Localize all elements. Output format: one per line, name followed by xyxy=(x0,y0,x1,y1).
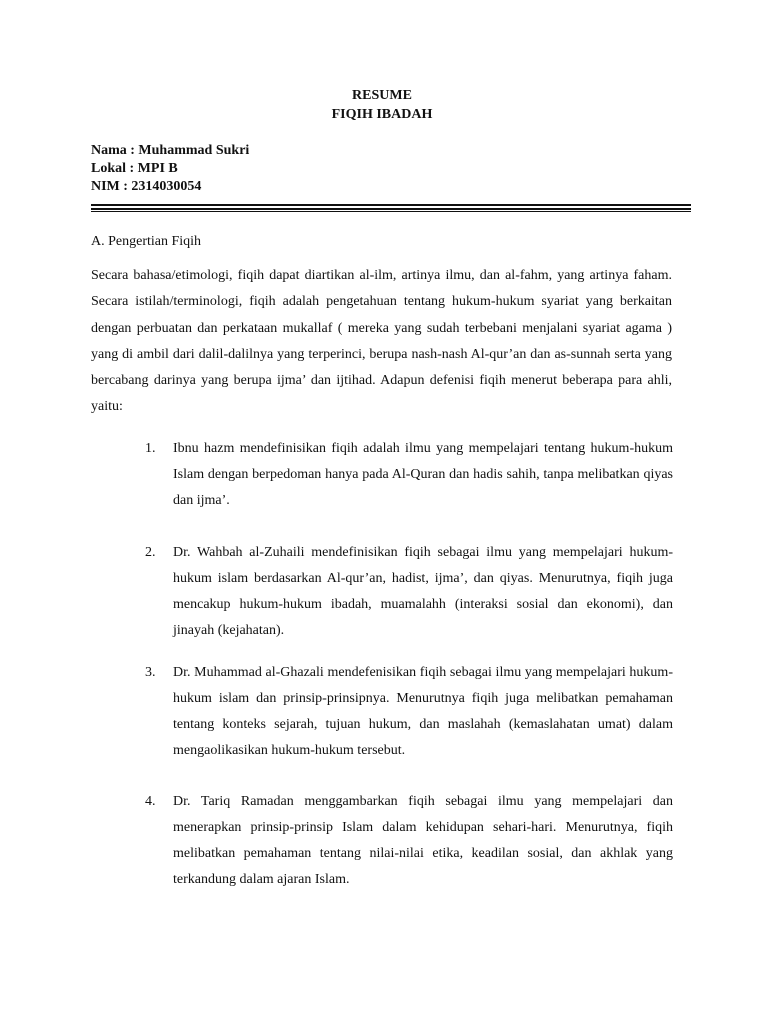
header-divider-middle xyxy=(91,208,691,210)
student-name: Nama : Muhammad Sukri xyxy=(91,143,250,158)
list-text: Ibnu hazm mendefinisikan fiqih adalah ilmu yang mempelajari tentang hukum-hukum Islam dengan berpedoman hanya pada Al-Quran dan hadis sahih, tanpa melibatkan qiyas dan ijma’. xyxy=(173,441,673,508)
list-text: Dr. Tariq Ramadan menggambarkan fiqih sebagai ilmu yang mempelajari dan menerapkan prinsip-prinsip Islam dalam kehidupan sehari-hari. Menurutnya, fiqih melibatkan pemahaman tentang nilai-nilai etika, keadilan sosial, dan akhlak yang terkandung dalam ajaran Islam. xyxy=(173,794,673,887)
list-text: Dr. Wahbah al-Zuhaili mendefinisikan fiqih sebagai ilmu yang mempelajari hukum-hukum islam berdasarkan Al-qur’an, hadist, ijma’, dan qiyas. Menurutnya, fiqih juga mencakup hukum-hukum ibadah, muamalahh (interaksi sosial dan ekonomi), dan jinayah (kejahatan). xyxy=(173,545,673,638)
document-title: RESUME xyxy=(352,88,412,103)
section-heading: A. Pengertian Fiqih xyxy=(91,234,202,249)
list-number: 2. xyxy=(145,545,156,560)
list-number: 1. xyxy=(145,441,156,456)
list-number: 4. xyxy=(145,794,156,809)
student-id: NIM : 2314030054 xyxy=(91,179,202,194)
list-text: Dr. Muhammad al-Ghazali mendefenisikan fiqih sebagai ilmu yang mempelajari hukum-hukum islam dan prinsip-prinsipnya. Menurutnya fiqih juga melibatkan pemahaman tentang konteks sejarah, tujuan hukum, dan maslahah (kemaslahatan umat) dalam mengaolikasikan hukum-hukum tersebut. xyxy=(173,665,673,758)
intro-paragraph: Secara bahasa/etimologi, fiqih dapat diartikan al-ilm, artinya ilmu, dan al-fahm, yang artinya faham. Secara istilah/terminologi, fiqih adalah pengetahuan tentang hukum-hukum syariat yang berkaitan dengan perbuatan dan perkataan mukallaf ( mereka yang sudah terbebani menjalani syariat agama ) yang di ambil dari dalil-dalilnya yang terperinci, berupa nash-nash Al-qur’an dan as-sunnah serta yang bercabang darinya yang berupa ijma’ dan ijtihad. Adapun defenisi fiqih menerut beberapa para ahli, yaitu: xyxy=(91,268,672,415)
header-divider-thin xyxy=(91,211,691,212)
list-number: 3. xyxy=(145,665,156,680)
document-subtitle: FIQIH IBADAH xyxy=(331,107,433,122)
student-class: Lokal : MPI B xyxy=(91,161,178,176)
header-divider-thick xyxy=(91,204,691,206)
